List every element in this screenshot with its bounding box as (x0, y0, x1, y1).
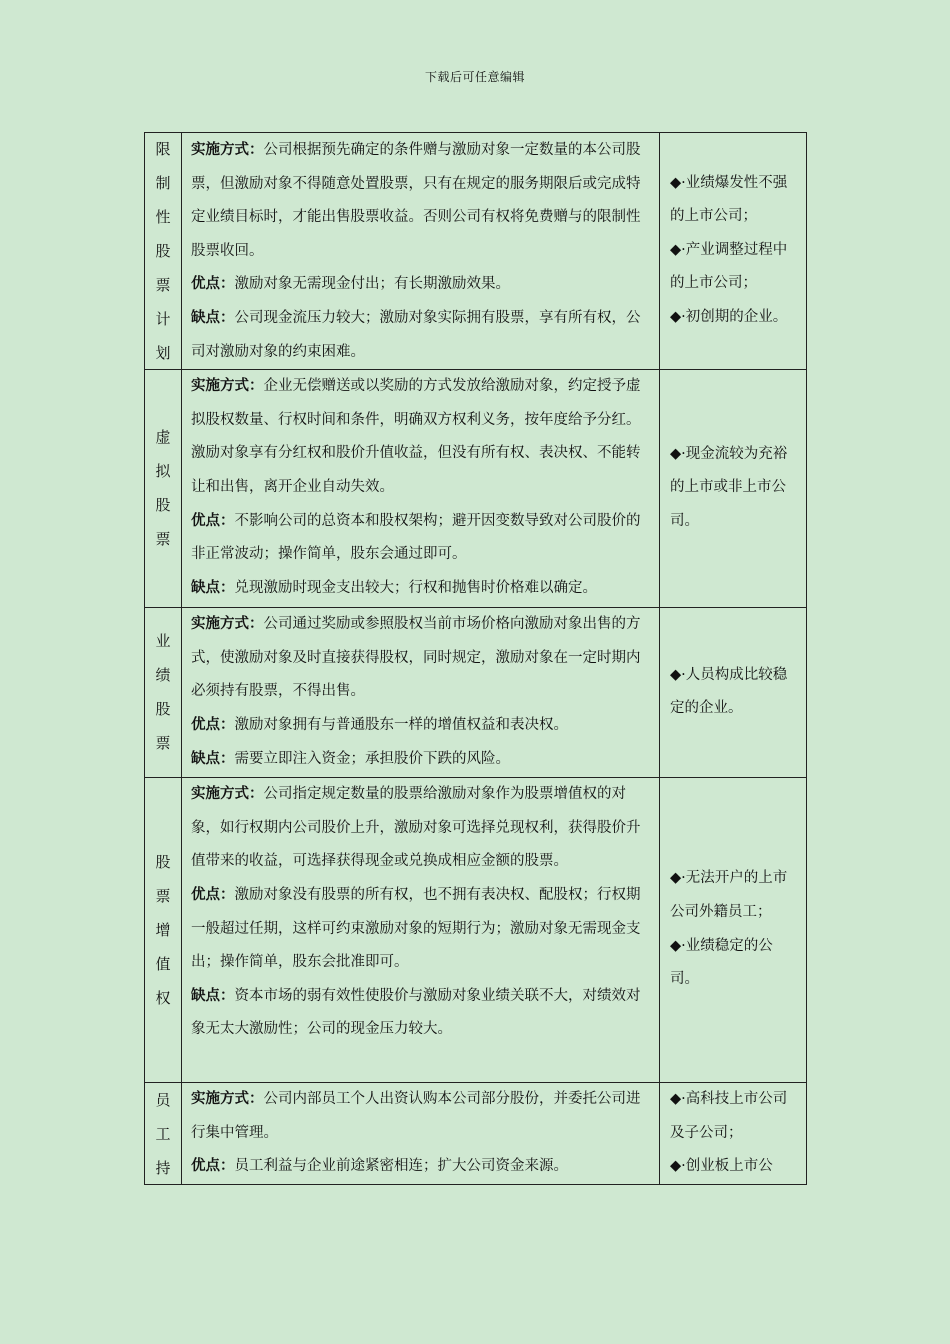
incentive-table (144, 132, 807, 1185)
applicable-companies: ◆·人员构成比较稳定的企业。 (670, 666, 788, 717)
plan-description: 实施方式：公司指定规定数量的股票给激励对象作为股票增值权的对象，如行权期内公司股价上升，激励对象可选择兑现权利，获得股价升值带来的收益，可选择获得现金或兑换成相应金额的股票。 优点：激励对象没有股票的所有权，也不拥有表决权、配股权；行权期一般超过任期，这样可约束激励对象的短期行为；激励对象无需现金支出；操作简单，股东会批准即可。 缺点：资本市场的弱有效性使股价与激励对象业绩关联不大，对绩效对象无太大激励性；公司的现金压力较大。 (191, 786, 641, 1038)
plan-description: 实施方式：公司内部员工个人出资认购本公司部分股份，并委托公司进行集中管理。 优点：员工利益与企业前途紧密相连；扩大公司资金来源。 (191, 1091, 641, 1175)
table-row (145, 778, 807, 1083)
table-row (145, 1083, 807, 1185)
applicable-companies: ◆·无法开户的上市公司外籍员工； ◆·业绩稳定的公司。 (670, 870, 788, 988)
plan-name: 员 工 持 (155, 1091, 171, 1178)
plan-description: 实施方式：企业无偿赠送或以奖励的方式发放给激励对象，约定授予虚拟股权数量、行权时间和条件，明确双方权利义务，按年度给予分红。激励对象享有分红权和股价升值收益，但没有所有权、表决权、不能转让和出售，离开企业自动失效。 优点：不影响公司的总资本和股权架构；避开因变数导致对公司股价的非正常波动；操作简单，股东会通过即可。 缺点：兑现激励时现金支出较大；行权和抛售时价格难以确定。 (191, 378, 641, 596)
plan-description: 实施方式：公司通过奖励或参照股权当前市场价格向激励对象出售的方式，使激励对象及时直接获得股权，同时规定，激励对象在一定时期内必须持有股票，不得出售。 优点：激励对象拥有与普通股东一样的增值权益和表决权。 缺点：需要立即注入资金；承担股价下跌的风险。 (191, 616, 641, 767)
applicable-companies: ◆·高科技上市公司及子公司； ◆·创业板上市公 (670, 1091, 788, 1175)
plan-name: 股 票 增 值 权 (155, 852, 171, 1007)
table-row (145, 370, 807, 608)
plan-name: 限 制 性 股 票 计 划 (155, 139, 171, 362)
table-row (145, 608, 807, 778)
plan-name: 业 绩 股 票 (155, 632, 171, 753)
page-header: 下载后可任意编辑 (424, 70, 525, 84)
applicable-companies: ◆·业绩爆发性不强的上市公司； ◆·产业调整过程中的上市公司； ◆·初创期的企业。 (670, 174, 788, 325)
plan-description: 实施方式：公司根据预先确定的条件赠与激励对象一定数量的本公司股票，但激励对象不得随意处置股票，只有在规定的服务期限后或完成特定业绩目标时，才能出售股票收益。否则公司有权将免费赠与的限制性股票收回。 优点：激励对象无需现金付出；有长期激励效果。 缺点：公司现金流压力较大；激励对象实际拥有股票，享有所有权，公司对激励对象的约束困难。 (191, 142, 641, 360)
plan-name: 虚 拟 股 票 (155, 428, 171, 549)
applicable-companies: ◆·现金流较为充裕的上市或非上市公司。 (670, 445, 788, 529)
table-row (145, 133, 807, 370)
